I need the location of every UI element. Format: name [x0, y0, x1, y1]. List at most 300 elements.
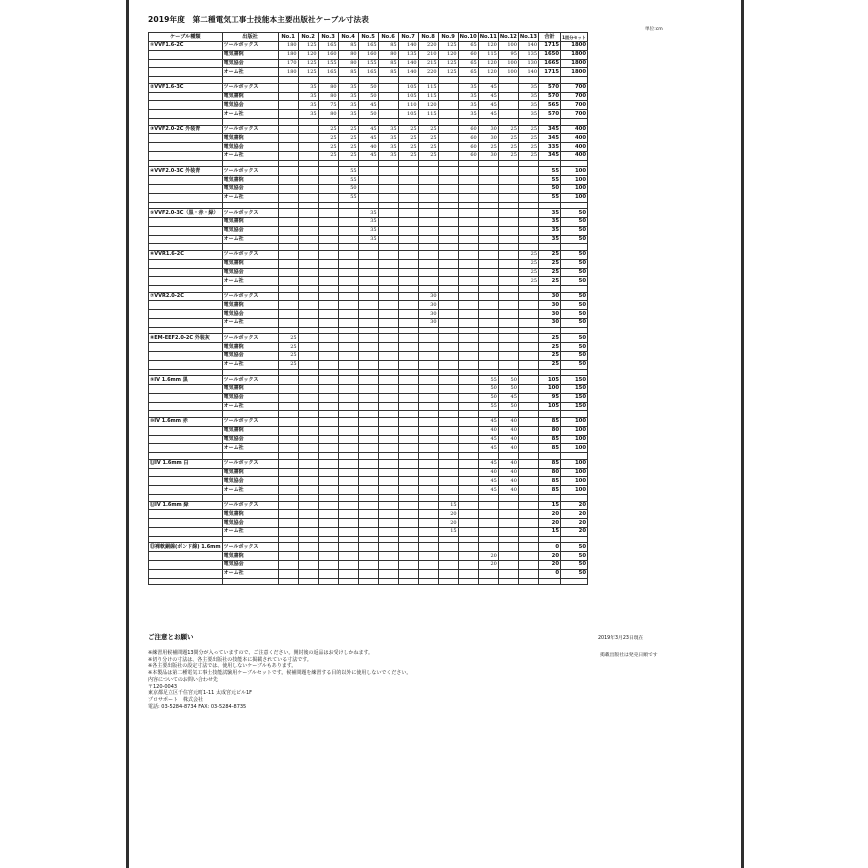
- value-cell: 140: [398, 59, 418, 68]
- value-cell: [378, 209, 398, 218]
- value-cell: 25: [398, 143, 418, 152]
- set-cell: 150: [561, 376, 588, 385]
- table-row: [149, 217, 588, 226]
- document-title: 2019年度 第二種電気工事士技能本主要出版社ケーブル寸法表: [148, 15, 369, 24]
- table-row: [149, 250, 588, 259]
- value-cell: 85: [338, 42, 358, 51]
- value-cell: [438, 134, 458, 143]
- set-cell: 100: [561, 444, 588, 453]
- spacer-row: [149, 369, 588, 376]
- value-cell: [338, 217, 358, 226]
- spacer-cell: [222, 536, 278, 543]
- total-cell: 1650: [539, 50, 561, 59]
- cable-type-cell: ③VVF2.0-2C 外装青: [149, 125, 223, 134]
- table-row: [149, 310, 588, 319]
- value-cell: [518, 444, 538, 453]
- value-cell: [518, 343, 538, 352]
- value-cell: [438, 360, 458, 369]
- value-cell: [378, 301, 398, 310]
- value-cell: [398, 468, 418, 477]
- total-cell: 335: [539, 143, 561, 152]
- value-cell: [478, 501, 498, 510]
- value-cell: 65: [458, 68, 478, 77]
- value-cell: 100: [498, 59, 518, 68]
- set-cell: 100: [561, 435, 588, 444]
- value-cell: [438, 167, 458, 176]
- value-cell: 20: [438, 519, 458, 528]
- value-cell: 35: [358, 217, 378, 226]
- spacer-cell: [318, 77, 338, 84]
- value-cell: [498, 352, 518, 361]
- value-cell: [278, 292, 298, 301]
- value-cell: [498, 167, 518, 176]
- value-cell: [398, 393, 418, 402]
- value-cell: [338, 527, 358, 536]
- value-cell: [298, 560, 318, 569]
- cable-type-cell: [149, 310, 223, 319]
- value-cell: [358, 301, 378, 310]
- value-cell: [498, 193, 518, 202]
- spacer-cell: [338, 411, 358, 418]
- value-cell: [398, 510, 418, 519]
- spacer-cell: [498, 453, 518, 460]
- spacer-cell: [149, 118, 223, 125]
- value-cell: [478, 519, 498, 528]
- cable-type-cell: [149, 569, 223, 578]
- value-cell: [318, 319, 338, 328]
- spacer-cell: [561, 286, 588, 293]
- total-cell: 0: [539, 569, 561, 578]
- value-cell: [458, 519, 478, 528]
- spacer-cell: [498, 160, 518, 167]
- spacer-cell: [378, 77, 398, 84]
- value-cell: [338, 352, 358, 361]
- value-cell: [478, 184, 498, 193]
- column-header: No.12: [499, 33, 517, 40]
- value-cell: [518, 301, 538, 310]
- value-cell: [378, 334, 398, 343]
- spacer-cell: [149, 495, 223, 502]
- publisher-cell: 電気協会: [222, 560, 278, 569]
- spacer-cell: [398, 244, 418, 251]
- set-cell: 50: [561, 319, 588, 328]
- set-cell: 50: [561, 301, 588, 310]
- spacer-cell: [338, 77, 358, 84]
- note-line: ※各主要出版社の設定寸法では、使用しないケーブルもあります。: [148, 663, 297, 670]
- spacer-cell: [149, 578, 223, 585]
- value-cell: [278, 393, 298, 402]
- value-cell: [358, 426, 378, 435]
- value-cell: 25: [318, 143, 338, 152]
- value-cell: [398, 444, 418, 453]
- spacer-cell: [222, 578, 278, 585]
- spacer-row: [149, 202, 588, 209]
- value-cell: [498, 277, 518, 286]
- value-cell: 125: [438, 68, 458, 77]
- value-cell: [478, 334, 498, 343]
- value-cell: 50: [498, 376, 518, 385]
- spacer-cell: [518, 244, 538, 251]
- value-cell: [358, 393, 378, 402]
- value-cell: [398, 193, 418, 202]
- cable-type-cell: [149, 151, 223, 160]
- spacer-cell: [458, 495, 478, 502]
- value-cell: [318, 468, 338, 477]
- value-cell: [278, 527, 298, 536]
- spacer-cell: [539, 327, 561, 334]
- value-cell: [318, 334, 338, 343]
- value-cell: [378, 426, 398, 435]
- value-cell: [518, 376, 538, 385]
- note-line: ※本製品は第二種電気工事士技能試験用ケーブルセットです。候補問題を練習する目的以外に使用しないでください。: [148, 670, 412, 677]
- value-cell: 35: [378, 143, 398, 152]
- spacer-cell: [458, 77, 478, 84]
- total-cell: 20: [539, 510, 561, 519]
- spacer-cell: [398, 369, 418, 376]
- cable-type-cell: [149, 101, 223, 110]
- value-cell: 45: [358, 101, 378, 110]
- value-cell: [518, 501, 538, 510]
- value-cell: [398, 226, 418, 235]
- value-cell: [298, 226, 318, 235]
- value-cell: [458, 310, 478, 319]
- spacer-cell: [149, 411, 223, 418]
- value-cell: [298, 519, 318, 528]
- value-cell: [518, 435, 538, 444]
- publisher-cell: 電気協会: [222, 59, 278, 68]
- total-cell: 85: [539, 444, 561, 453]
- column-header: No.4: [338, 33, 358, 42]
- value-cell: [298, 143, 318, 152]
- value-cell: [458, 393, 478, 402]
- spacer-row: [149, 495, 588, 502]
- value-cell: [378, 444, 398, 453]
- value-cell: [518, 552, 538, 561]
- value-cell: 40: [498, 459, 518, 468]
- set-cell: 700: [561, 110, 588, 119]
- value-cell: [278, 125, 298, 134]
- total-cell: 35: [539, 217, 561, 226]
- value-cell: [358, 569, 378, 578]
- value-cell: 35: [298, 110, 318, 119]
- total-cell: 95: [539, 393, 561, 402]
- spacer-cell: [458, 118, 478, 125]
- total-cell: 570: [539, 110, 561, 119]
- value-cell: [298, 468, 318, 477]
- value-cell: 30: [418, 310, 438, 319]
- table-row: [149, 334, 588, 343]
- value-cell: [518, 319, 538, 328]
- spacer-cell: [458, 160, 478, 167]
- publisher-cell: ツールボックス: [222, 543, 278, 552]
- spacer-cell: [298, 495, 318, 502]
- total-cell: 55: [539, 193, 561, 202]
- spacer-cell: [539, 160, 561, 167]
- value-cell: [278, 143, 298, 152]
- value-cell: [278, 83, 298, 92]
- value-cell: 40: [478, 426, 498, 435]
- value-cell: [278, 310, 298, 319]
- value-cell: [418, 167, 438, 176]
- value-cell: 35: [458, 92, 478, 101]
- spacer-cell: [318, 202, 338, 209]
- table-row: [149, 226, 588, 235]
- value-cell: [398, 217, 418, 226]
- spacer-cell: [458, 453, 478, 460]
- value-cell: [418, 435, 438, 444]
- publisher-cell: 電気協会: [222, 310, 278, 319]
- value-cell: [398, 209, 418, 218]
- spacer-cell: [458, 578, 478, 585]
- spacer-cell: [561, 118, 588, 125]
- value-cell: [278, 277, 298, 286]
- spacer-cell: [458, 411, 478, 418]
- value-cell: 30: [478, 151, 498, 160]
- value-cell: 115: [418, 110, 438, 119]
- value-cell: 35: [518, 92, 538, 101]
- value-cell: [418, 486, 438, 495]
- total-cell: 105: [539, 402, 561, 411]
- total-cell: 0: [539, 543, 561, 552]
- value-cell: [318, 360, 338, 369]
- set-cell: 1800: [561, 50, 588, 59]
- notes-heading: ご注意とお願い: [148, 633, 194, 641]
- spacer-cell: [338, 327, 358, 334]
- value-cell: [518, 569, 538, 578]
- set-cell: 50: [561, 226, 588, 235]
- table-row: [149, 569, 588, 578]
- value-cell: [418, 501, 438, 510]
- spacer-cell: [539, 202, 561, 209]
- value-cell: [398, 277, 418, 286]
- value-cell: [338, 235, 358, 244]
- table-row: [149, 360, 588, 369]
- set-cell: 100: [561, 184, 588, 193]
- spacer-cell: [438, 286, 458, 293]
- table-row: [149, 501, 588, 510]
- spacer-cell: [318, 327, 338, 334]
- value-cell: 160: [318, 50, 338, 59]
- value-cell: 45: [478, 477, 498, 486]
- value-cell: [438, 426, 458, 435]
- value-cell: [338, 402, 358, 411]
- spacer-cell: [358, 536, 378, 543]
- cable-type-cell: [149, 134, 223, 143]
- note-line: 電話: 03-5284-8734 FAX: 03-5284-8735: [148, 703, 247, 710]
- table-row: [149, 527, 588, 536]
- value-cell: [398, 418, 418, 427]
- value-cell: [378, 277, 398, 286]
- value-cell: [438, 83, 458, 92]
- value-cell: [358, 486, 378, 495]
- value-cell: [398, 560, 418, 569]
- value-cell: [278, 426, 298, 435]
- value-cell: [438, 343, 458, 352]
- spacer-cell: [539, 244, 561, 251]
- value-cell: [418, 426, 438, 435]
- spacer-row: [149, 453, 588, 460]
- value-cell: [298, 393, 318, 402]
- value-cell: 40: [498, 426, 518, 435]
- note-line: 〒120-0043: [148, 683, 178, 690]
- notes-lines: [148, 650, 708, 710]
- column-header: No.2: [298, 33, 318, 42]
- value-cell: [478, 217, 498, 226]
- value-cell: [278, 468, 298, 477]
- value-cell: 180: [278, 68, 298, 77]
- spacer-cell: [378, 411, 398, 418]
- value-cell: [418, 543, 438, 552]
- spacer-cell: [518, 536, 538, 543]
- total-cell: 30: [539, 301, 561, 310]
- spacer-cell: [149, 77, 223, 84]
- value-cell: [478, 209, 498, 218]
- cable-type-cell: [149, 468, 223, 477]
- publisher-cell: 電気協会: [222, 226, 278, 235]
- spacer-cell: [539, 495, 561, 502]
- value-cell: [438, 418, 458, 427]
- value-cell: 25: [418, 125, 438, 134]
- value-cell: [418, 235, 438, 244]
- value-cell: [438, 125, 458, 134]
- cable-type-cell: ⑪IV 1.6mm 白: [149, 459, 223, 468]
- spacer-cell: [298, 327, 318, 334]
- publisher-cell: 電気協会: [222, 184, 278, 193]
- set-cell: 400: [561, 125, 588, 134]
- spacer-cell: [478, 286, 498, 293]
- set-cell: 50: [561, 217, 588, 226]
- value-cell: 165: [318, 68, 338, 77]
- column-header: 1回分セット: [562, 34, 586, 40]
- table-row: [149, 426, 588, 435]
- value-cell: [338, 560, 358, 569]
- value-cell: [298, 259, 318, 268]
- column-header: 出版社: [222, 33, 278, 42]
- value-cell: [398, 519, 418, 528]
- publisher-cell: 電気書院: [222, 385, 278, 394]
- value-cell: [518, 519, 538, 528]
- value-cell: [438, 101, 458, 110]
- publisher-cell: 電気協会: [222, 101, 278, 110]
- value-cell: [378, 468, 398, 477]
- value-cell: [358, 310, 378, 319]
- note-line: プロサポート 株式会社: [148, 696, 204, 703]
- set-cell: 400: [561, 134, 588, 143]
- value-cell: 125: [438, 59, 458, 68]
- value-cell: [418, 468, 438, 477]
- value-cell: 85: [338, 68, 358, 77]
- value-cell: 50: [358, 92, 378, 101]
- table-row: [149, 125, 588, 134]
- value-cell: [518, 527, 538, 536]
- value-cell: 45: [358, 151, 378, 160]
- spacer-cell: [478, 160, 498, 167]
- value-cell: [318, 235, 338, 244]
- spacer-cell: [358, 244, 378, 251]
- value-cell: 120: [418, 101, 438, 110]
- spacer-row: [149, 286, 588, 293]
- publisher-cell: 電気協会: [222, 352, 278, 361]
- value-cell: [438, 486, 458, 495]
- value-cell: [478, 259, 498, 268]
- table-row: [149, 42, 588, 51]
- cable-type-cell: [149, 259, 223, 268]
- total-cell: 55: [539, 176, 561, 185]
- value-cell: [278, 444, 298, 453]
- table-row: [149, 92, 588, 101]
- spacer-cell: [498, 495, 518, 502]
- value-cell: 120: [438, 50, 458, 59]
- value-cell: [318, 552, 338, 561]
- value-cell: 40: [358, 143, 378, 152]
- value-cell: 25: [518, 259, 538, 268]
- value-cell: [318, 292, 338, 301]
- spacer-cell: [539, 578, 561, 585]
- value-cell: 25: [518, 151, 538, 160]
- value-cell: [518, 510, 538, 519]
- table-row: [149, 50, 588, 59]
- publisher-cell: 電気書院: [222, 301, 278, 310]
- cable-type-cell: ⑦VVR2.0-2C: [149, 292, 223, 301]
- table-row: [149, 259, 588, 268]
- value-cell: 105: [398, 92, 418, 101]
- set-cell: 100: [561, 477, 588, 486]
- value-cell: [398, 552, 418, 561]
- total-cell: 20: [539, 519, 561, 528]
- value-cell: [498, 209, 518, 218]
- value-cell: 35: [518, 101, 538, 110]
- column-header: No.7: [398, 33, 418, 42]
- value-cell: [378, 376, 398, 385]
- value-cell: [418, 193, 438, 202]
- value-cell: 140: [518, 68, 538, 77]
- value-cell: [338, 426, 358, 435]
- value-cell: [398, 486, 418, 495]
- spacer-cell: [378, 286, 398, 293]
- value-cell: [298, 134, 318, 143]
- value-cell: 30: [418, 301, 438, 310]
- value-cell: 60: [458, 134, 478, 143]
- value-cell: [398, 250, 418, 259]
- table-row: [149, 468, 588, 477]
- value-cell: [338, 543, 358, 552]
- table-row: [149, 277, 588, 286]
- cable-type-cell: [149, 477, 223, 486]
- value-cell: [518, 334, 538, 343]
- value-cell: [378, 435, 398, 444]
- value-cell: [358, 527, 378, 536]
- table-row: [149, 68, 588, 77]
- value-cell: 45: [478, 459, 498, 468]
- column-header: No.5: [358, 33, 378, 42]
- value-cell: 110: [398, 101, 418, 110]
- value-cell: [518, 226, 538, 235]
- value-cell: [278, 459, 298, 468]
- value-cell: [358, 459, 378, 468]
- value-cell: [498, 110, 518, 119]
- value-cell: [298, 501, 318, 510]
- set-cell: 50: [561, 343, 588, 352]
- value-cell: 120: [478, 68, 498, 77]
- total-cell: 25: [539, 268, 561, 277]
- value-cell: [298, 569, 318, 578]
- total-cell: 570: [539, 92, 561, 101]
- value-cell: 50: [478, 393, 498, 402]
- value-cell: [398, 435, 418, 444]
- table-row: [149, 110, 588, 119]
- total-cell: 105: [539, 376, 561, 385]
- total-cell: 25: [539, 259, 561, 268]
